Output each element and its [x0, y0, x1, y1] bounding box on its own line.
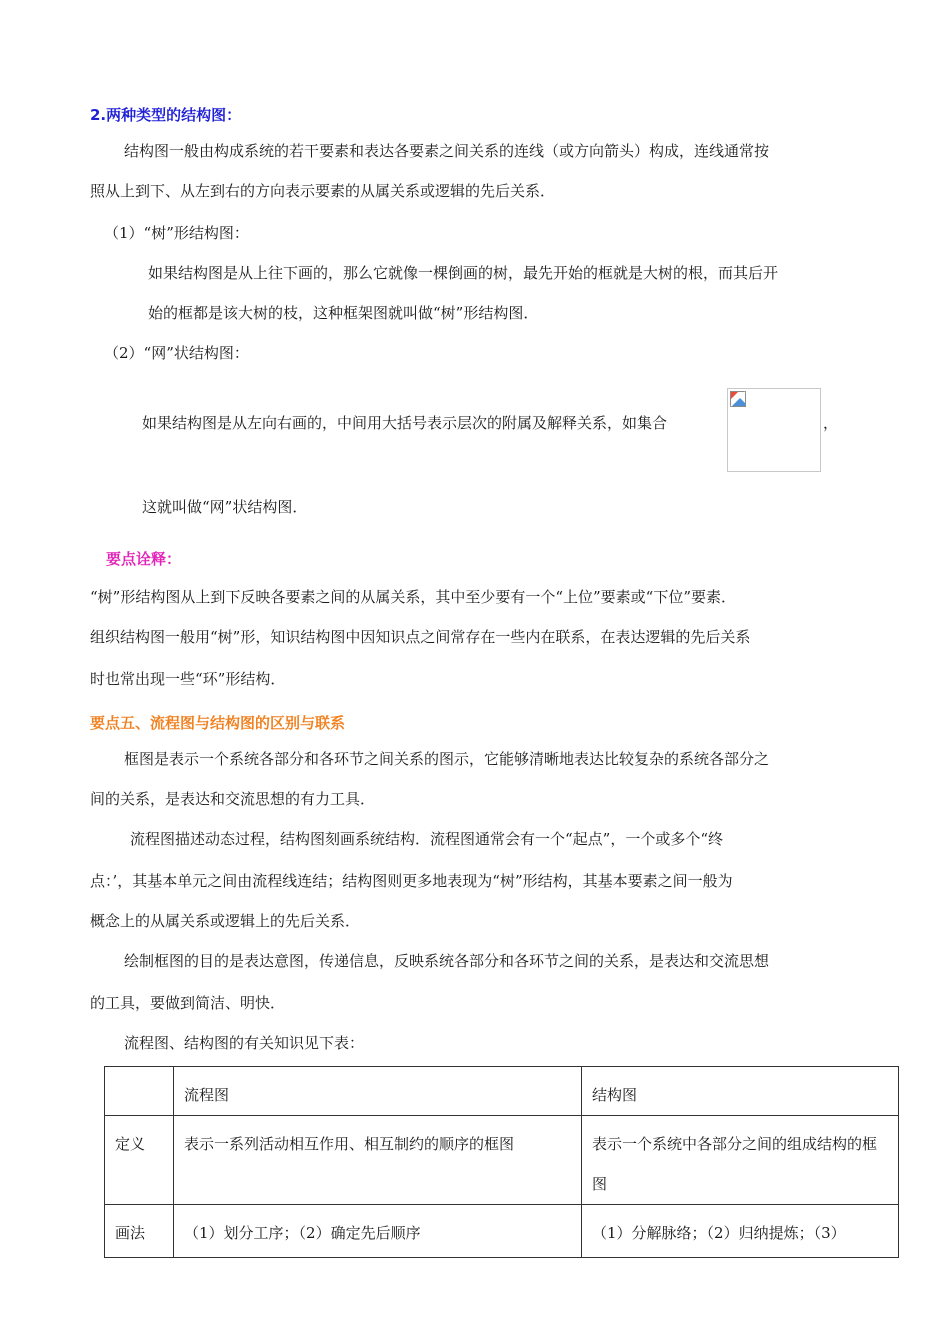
tree-structure-label: （1）“树”形结构图： — [104, 224, 249, 242]
table-row — [105, 1205, 899, 1258]
section-five-heading: 要点五、流程图与结构图的区别与联系 — [90, 714, 346, 732]
table-header-cell: 流程图 — [174, 1067, 582, 1116]
net-description-comma: ， — [823, 414, 839, 432]
table-row — [105, 1116, 899, 1205]
section-five-p1-line-2: 间的关系，是表达和交流思想的有力工具． — [90, 790, 376, 808]
table-cell: （1）划分工序；（2）确定先后顺序 — [174, 1205, 582, 1258]
table-header-row — [105, 1067, 899, 1116]
table-cell: 表示一个系统中各部分之间的组成结构的框图 — [582, 1116, 899, 1205]
section-five-p3-line-1: 绘制框图的目的是表达意图，传递信息，反映系统各部分和各环节之间的关系，是表达和交流思想 — [124, 952, 770, 970]
section-five-p2-line-2: 点：’，其基本单元之间由流程线连结；结构图则更多地表现为“树”形结构，其基本要素之间一般为 — [90, 872, 733, 890]
net-description-line-2: 这就叫做“网”状结构图． — [142, 498, 308, 516]
comparison-table — [104, 1066, 899, 1258]
broken-image-icon — [730, 391, 746, 407]
table-cell: （1）分解脉络；（2）归纳提炼；（3） — [582, 1205, 899, 1258]
set-structure-image-placeholder — [727, 388, 821, 472]
section-five-p2-line-1: 流程图描述动态过程，结构图刻画系统结构．流程图通常会有一个“起点”，一个或多个“终 — [130, 830, 724, 848]
net-description-line-1: 如果结构图是从左向右画的，中间用大括号表示层次的附属及解释关系，如集合 — [142, 414, 668, 432]
section-five-p4: 流程图、结构图的有关知识见下表： — [124, 1034, 365, 1052]
net-structure-label: （2）“网”状结构图： — [104, 344, 249, 362]
section-heading-two-types: 2.两种类型的结构图： — [90, 106, 242, 124]
key-points-heading: 要点诠释： — [106, 550, 182, 568]
intro-paragraph-line-2: 照从上到下、从左到右的方向表示要素的从属关系或逻辑的先后关系． — [90, 182, 556, 200]
key-points-line-3: 时也常出现一些“环”形结构． — [90, 670, 286, 688]
section-five-p2-line-3: 概念上的从属关系或逻辑上的先后关系． — [90, 912, 361, 930]
key-points-line-1: “树”形结构图从上到下反映各要素之间的从属关系，其中至少要有一个“上位”要素或“下位”要素． — [90, 588, 737, 606]
table-header-cell — [105, 1067, 174, 1116]
table-cell: 定义 — [105, 1116, 174, 1205]
key-points-line-2: 组织结构图一般用“树”形，知识结构图中因知识点之间常存在一些内在联系，在表达逻辑的先后关系 — [90, 628, 751, 646]
tree-description-line-1: 如果结构图是从上往下画的，那么它就像一棵倒画的树，最先开始的框就是大树的根，而其后开 — [148, 264, 779, 282]
table-header-cell: 结构图 — [582, 1067, 899, 1116]
intro-paragraph-line-1: 结构图一般由构成系统的若干要素和表达各要素之间关系的连线（或方向箭头）构成，连线通常按 — [124, 142, 770, 160]
table-cell: 画法 — [105, 1205, 174, 1258]
table-cell: 表示一系列活动相互作用、相互制约的顺序的框图 — [174, 1116, 582, 1205]
section-five-p3-line-2: 的工具，要做到简洁、明快． — [90, 994, 286, 1012]
tree-description-line-2: 始的框都是该大树的枝，这种框架图就叫做“树”形结构图． — [148, 304, 539, 322]
section-five-p1-line-1: 框图是表示一个系统各部分和各环节之间关系的图示，它能够清晰地表达比较复杂的系统各部分之 — [124, 750, 770, 768]
